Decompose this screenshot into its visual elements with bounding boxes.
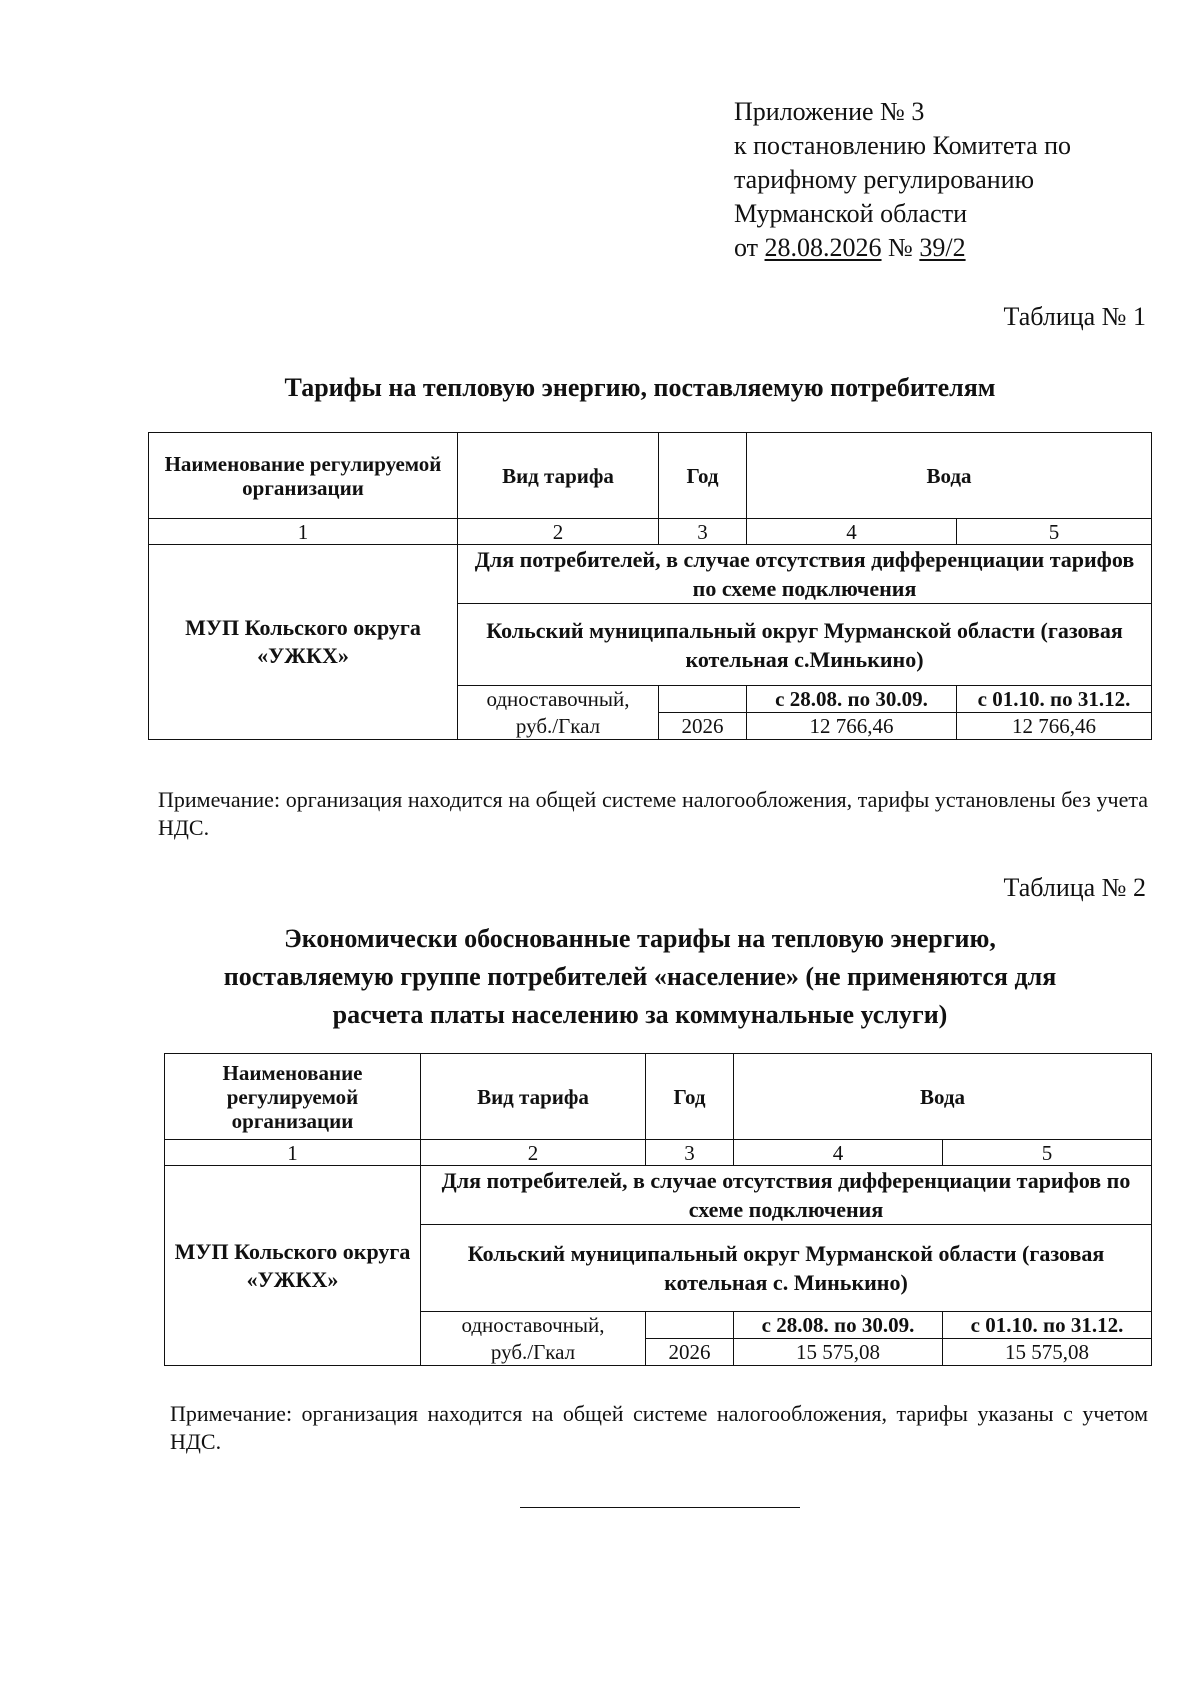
tariff-value-2: 12 766,46	[957, 713, 1152, 740]
year-empty-cell	[659, 686, 747, 713]
table1-label: Таблица № 1	[1003, 302, 1146, 331]
year-empty-cell	[646, 1312, 734, 1339]
appendix-title: Приложение № 3	[734, 97, 925, 126]
header-water: Вода	[734, 1054, 1152, 1140]
col-number: 5	[957, 519, 1152, 545]
header-water: Вода	[747, 433, 1152, 519]
table-row	[165, 1054, 1152, 1140]
tariff-value-1: 15 575,08	[734, 1339, 943, 1366]
table2-label: Таблица № 2	[1003, 873, 1146, 902]
table-row	[149, 519, 1152, 545]
appendix-date-line	[734, 231, 1071, 265]
header-org: Наименование регулируемой организации	[165, 1054, 421, 1140]
org-name: МУП Кольского округа «УЖКХ»	[149, 545, 458, 740]
date-prefix: от	[734, 233, 765, 262]
table-row	[149, 433, 1152, 519]
table-row	[165, 1166, 1152, 1225]
period-2: с 01.10. по 31.12.	[957, 686, 1152, 713]
year-value: 2026	[659, 713, 747, 740]
col-number: 5	[943, 1140, 1152, 1166]
col-number: 4	[734, 1140, 943, 1166]
header-year: Год	[646, 1054, 734, 1140]
table2-title-line-3: расчета платы населению за коммунальные услуги)	[332, 1000, 948, 1029]
table-row	[149, 545, 1152, 604]
col-number: 1	[149, 519, 458, 545]
appendix-line-2: к постановлению Комитета по	[734, 131, 1072, 160]
closing-divider	[520, 1507, 800, 1508]
table1-title: Тарифы на тепловую энергию, поставляемую потребителям	[284, 373, 996, 402]
table-row	[165, 1140, 1152, 1166]
table2-title-line-1: Экономически обоснованные тарифы на тепловую энергию,	[284, 924, 996, 953]
location: Кольский муниципальный округ Мурманской области (газовая котельная с. Минькино)	[421, 1225, 1152, 1312]
tariff-unit: руб./Гкал	[421, 1339, 646, 1366]
table2-title-line-2: поставляемую группе потребителей «население» (не применяются для	[223, 962, 1057, 991]
tariff-value-2: 15 575,08	[943, 1339, 1152, 1366]
period-2: с 01.10. по 31.12.	[943, 1312, 1152, 1339]
decree-number: 39/2	[919, 233, 966, 262]
tariff-kind: одноставочный,	[421, 1312, 646, 1339]
number-prefix: №	[881, 233, 920, 262]
header-org: Наименование регулируемой организации	[149, 433, 458, 519]
header-tariff-type: Вид тарифа	[421, 1054, 646, 1140]
header-year: Год	[659, 433, 747, 519]
location: Кольский муниципальный округ Мурманской области (газовая котельная с.Минькино)	[458, 604, 1152, 686]
appendix-line-4: Мурманской области	[734, 199, 967, 228]
header-tariff-type: Вид тарифа	[458, 433, 659, 519]
decree-date: 28.08.2026	[764, 233, 882, 262]
col-number: 2	[458, 519, 659, 545]
consumer-note: Для потребителей, в случае отсутствия дифференциации тарифов по схеме подключения	[421, 1166, 1152, 1225]
consumer-note: Для потребителей, в случае отсутствия дифференциации тарифов по схеме подключения	[458, 545, 1152, 604]
table2-title	[140, 920, 1140, 1034]
table1-note: Примечание: организация находится на общей системе налогообложения, тарифы установлены без учета НДС.	[158, 787, 1148, 840]
table2-note: Примечание: организация находится на общей системе налогообложения, тарифы указаны с учетом НДС.	[170, 1401, 1148, 1454]
table1	[148, 432, 1152, 740]
col-number: 3	[659, 519, 747, 545]
col-number: 3	[646, 1140, 734, 1166]
tariff-kind: одноставочный,	[458, 686, 659, 713]
col-number: 4	[747, 519, 957, 545]
period-1: с 28.08. по 30.09.	[734, 1312, 943, 1339]
col-number: 1	[165, 1140, 421, 1166]
appendix-line-3: тарифному регулированию	[734, 165, 1035, 194]
appendix-header	[734, 95, 1071, 265]
year-value: 2026	[646, 1339, 734, 1366]
col-number: 2	[421, 1140, 646, 1166]
table2	[164, 1053, 1152, 1366]
tariff-value-1: 12 766,46	[747, 713, 957, 740]
org-name: МУП Кольского округа «УЖКХ»	[165, 1166, 421, 1366]
period-1: с 28.08. по 30.09.	[747, 686, 957, 713]
tariff-unit: руб./Гкал	[458, 713, 659, 740]
